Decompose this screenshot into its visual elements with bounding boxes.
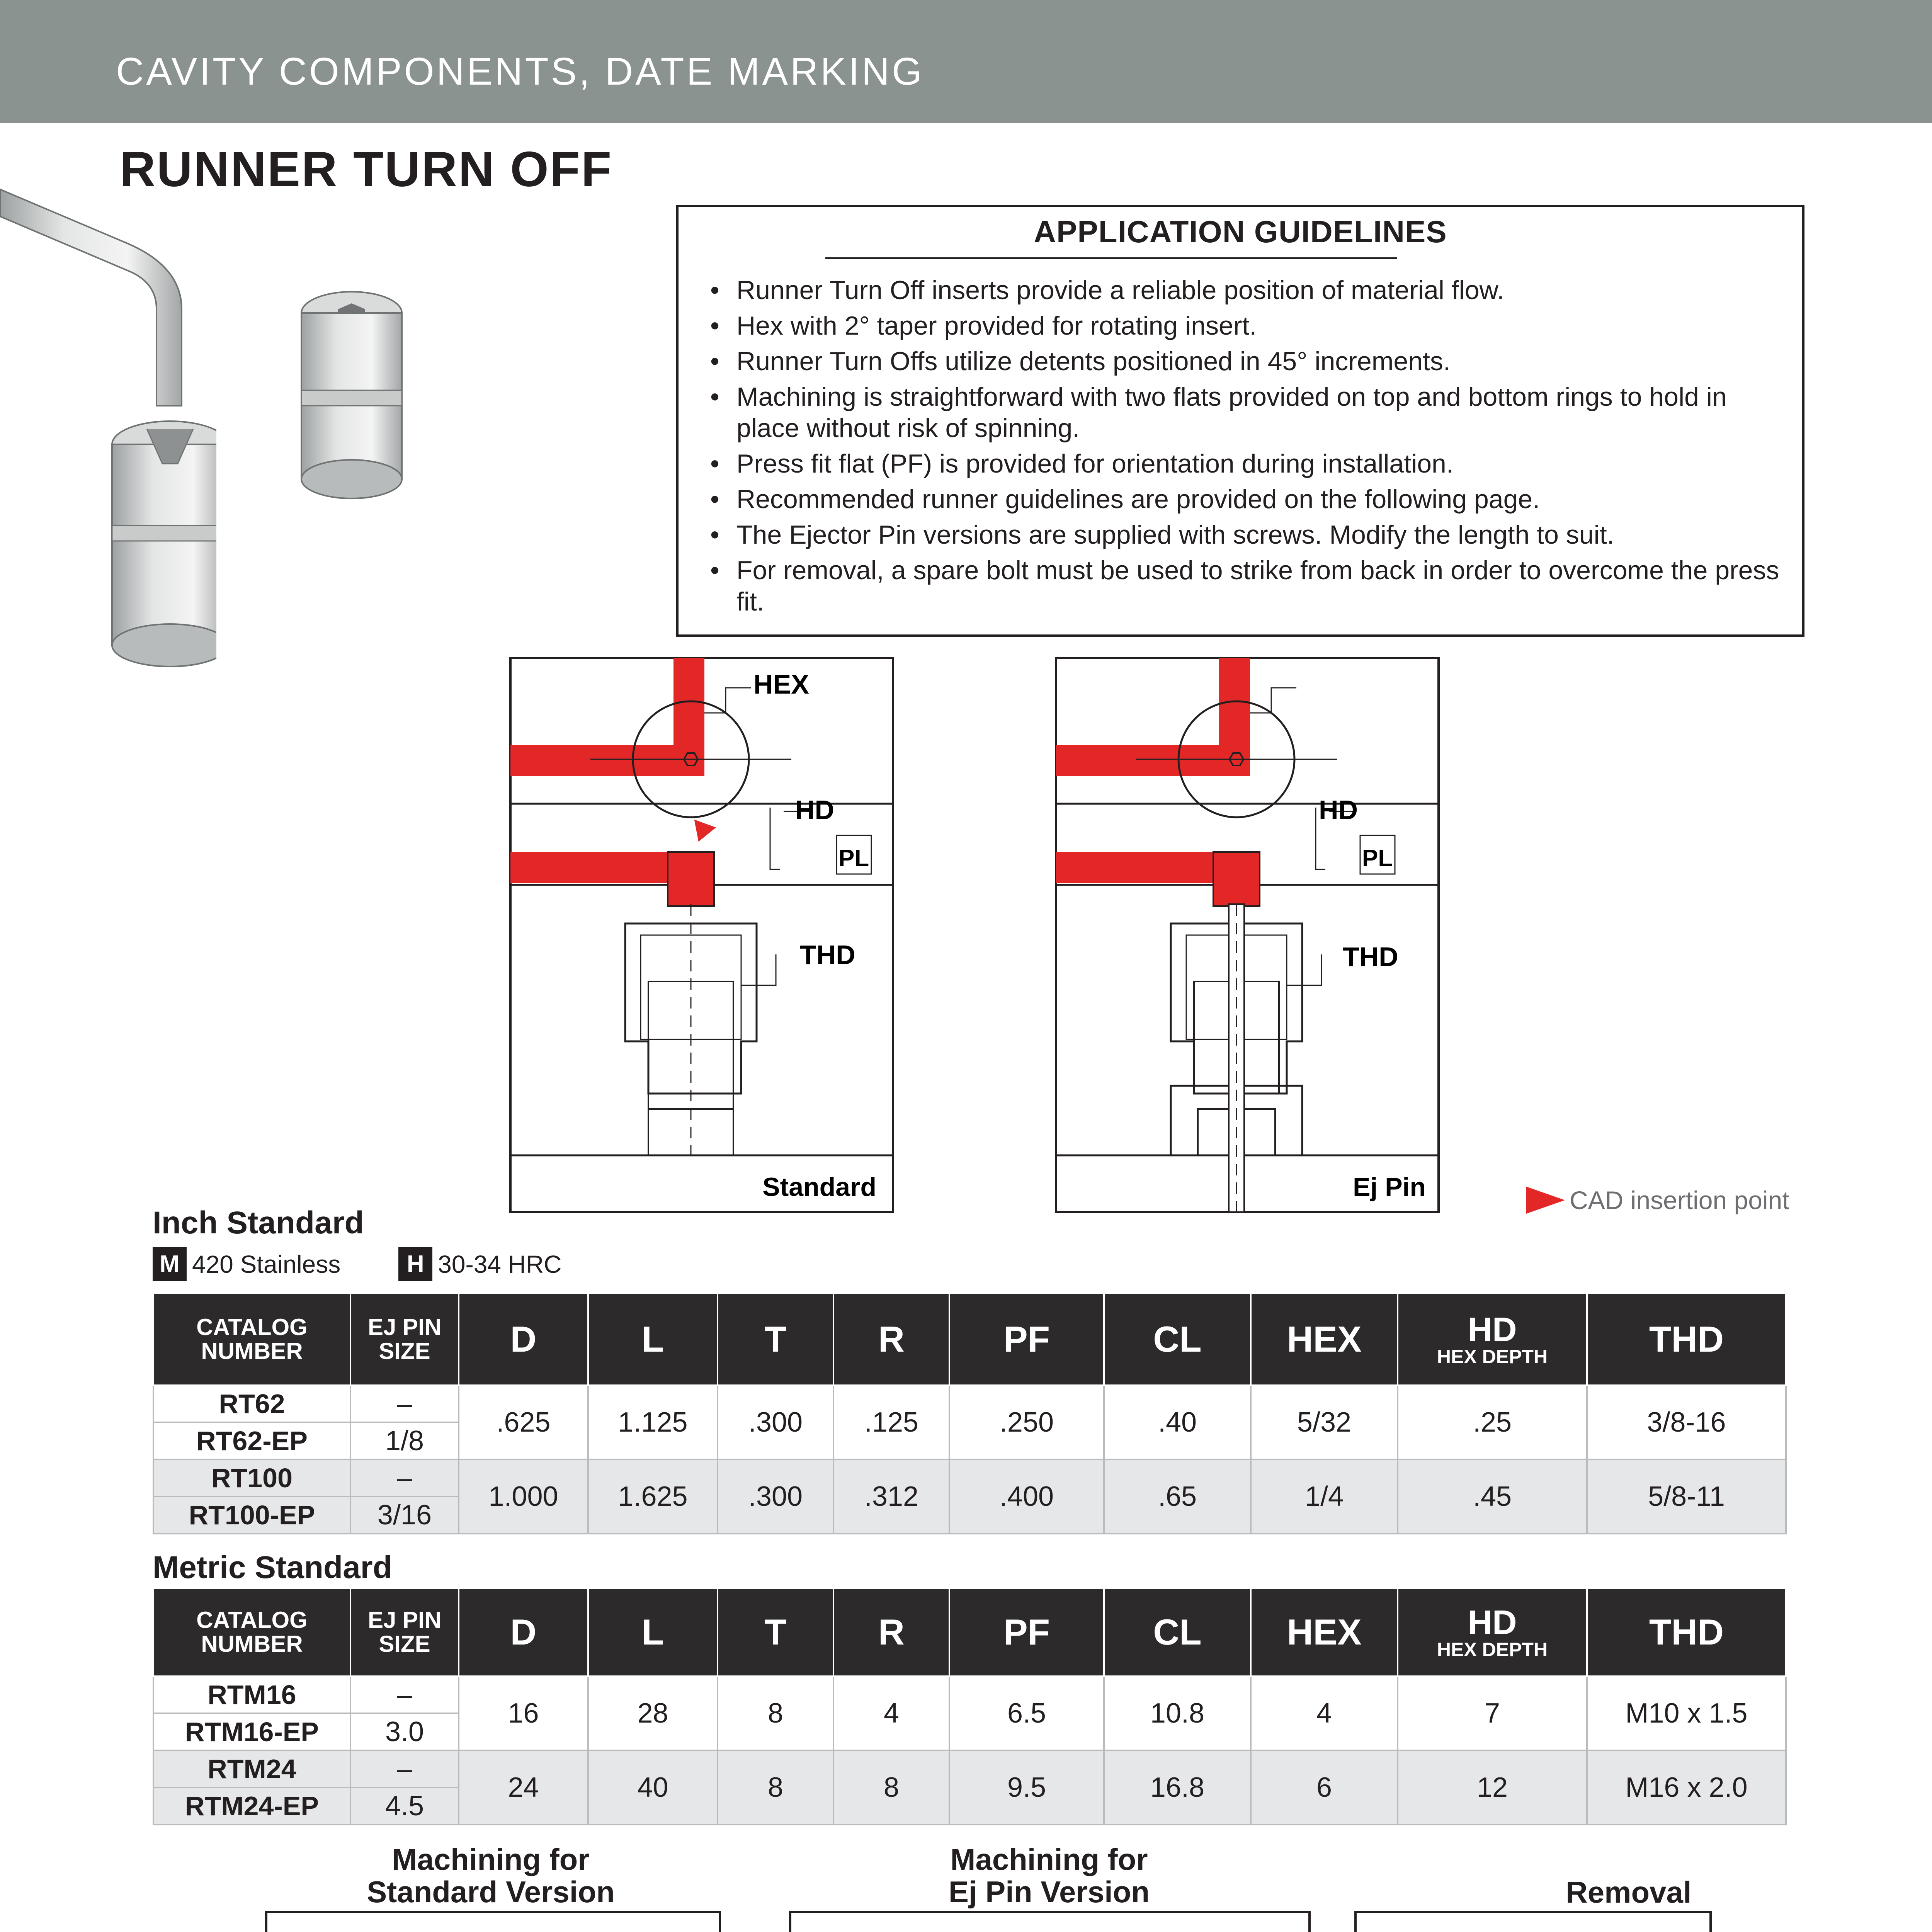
col-cl: CL (1104, 1588, 1251, 1676)
col-t: T (718, 1293, 833, 1385)
material-badge: M (153, 1247, 187, 1281)
machining-standard-diagram (265, 1911, 721, 1932)
table-header-row (153, 1293, 1786, 1385)
hex-key-icon (0, 189, 182, 406)
col-ej-pin: EJ PIN SIZE (350, 1588, 459, 1676)
col-thd: THD (1587, 1293, 1786, 1385)
col-r: R (833, 1588, 949, 1676)
removal-title: Removal (1566, 1875, 1692, 1909)
product-illustration (0, 178, 216, 680)
thd-label: THD (800, 940, 855, 970)
table-row: RTM24-EP 4.5 (153, 1787, 1786, 1825)
guidelines-list (706, 275, 1787, 622)
table-row: RT100 – 1.000 1.625 .300 .312 .400 .65 1/4 .45 5/8-11 (153, 1459, 1786, 1497)
pl-label: PL (838, 845, 869, 872)
machining-ejpin-title: Machining for Ej Pin Version (948, 1842, 1150, 1909)
metric-section-title: Metric Standard (153, 1550, 392, 1585)
table-row: RTM16 – 16 28 8 4 6.5 10.8 4 7 M10 x 1.5 (153, 1676, 1786, 1713)
hd-label: HD (1319, 795, 1358, 825)
cad-legend (1526, 1185, 1789, 1215)
machining-standard-title: Machining for Standard Version (367, 1842, 615, 1909)
standard-section-diagram (509, 657, 894, 1213)
guideline-item: • Machining is straightforward with two flats provided on top and bottom rings to hold in place without risk of spinning. (706, 381, 1787, 444)
insert-closed-icon (294, 286, 410, 510)
guideline-item: • Runner Turn Offs utilize detents positioned in 45° increments. (706, 346, 1787, 377)
guidelines-title: APPLICATION GUIDELINES (1034, 214, 1447, 249)
col-l: L (588, 1293, 718, 1385)
table-row: RT62-EP 1/8 (153, 1422, 1786, 1459)
table-row: RTM24 – 24 40 8 8 9.5 16.8 6 12 M16 x 2.0 (153, 1750, 1786, 1787)
guidelines-rule (825, 257, 1397, 259)
insert-open-icon (112, 421, 216, 667)
material-info (153, 1247, 561, 1281)
col-ej-pin: EJ PIN SIZE (350, 1293, 459, 1385)
col-d: D (459, 1293, 588, 1385)
hardness-label: 30-34 HRC (438, 1250, 562, 1278)
material-label: 420 Stainless (192, 1250, 341, 1278)
col-hex: HEX (1251, 1588, 1398, 1676)
table-header-row (153, 1588, 1786, 1676)
col-thd: THD (1587, 1588, 1786, 1676)
col-r: R (833, 1293, 949, 1385)
col-t: T (718, 1588, 833, 1676)
col-l: L (588, 1588, 718, 1676)
col-hd: HD HEX DEPTH (1398, 1293, 1587, 1385)
guideline-item: • Press fit flat (PF) is provided for orientation during installation. (706, 448, 1787, 480)
standard-label: Standard (762, 1172, 876, 1202)
machining-ejpin-diagram (789, 1911, 1311, 1932)
col-hd: HD HEX DEPTH (1398, 1588, 1587, 1676)
col-d: D (459, 1588, 588, 1676)
cad-legend-label: CAD insertion point (1570, 1186, 1789, 1214)
header-title: CAVITY COMPONENTS, DATE MARKING (116, 50, 924, 93)
pl-label: PL (1362, 845, 1393, 872)
col-catalog: CATALOG NUMBER (153, 1293, 350, 1385)
hd-label: HD (795, 795, 835, 825)
metric-spec-table (153, 1587, 1787, 1825)
guidelines-box (676, 205, 1804, 637)
table-row: RT100-EP 3/16 (153, 1497, 1786, 1534)
page-title: RUNNER TURN OFF (120, 142, 613, 197)
thd-label: THD (1343, 942, 1398, 972)
col-cl: CL (1104, 1293, 1251, 1385)
guideline-item: • Recommended runner guidelines are provided on the following page. (706, 484, 1787, 515)
hardness-badge: H (398, 1247, 432, 1281)
col-pf: PF (949, 1588, 1104, 1676)
ejpin-section-diagram (1055, 657, 1440, 1213)
col-pf: PF (949, 1293, 1104, 1385)
col-catalog: CATALOG NUMBER (153, 1588, 350, 1676)
guideline-item: • Hex with 2° taper provided for rotating insert. (706, 310, 1787, 342)
removal-diagram (1354, 1911, 1712, 1932)
inch-section-title: Inch Standard (153, 1205, 364, 1240)
table-row: RT62 – .625 1.125 .300 .125 .250 .40 5/32 .25 3/8-16 (153, 1385, 1786, 1422)
guideline-item: • The Ejector Pin versions are supplied with screws. Modify the length to suit. (706, 519, 1787, 551)
ejpin-label: Ej Pin (1353, 1172, 1426, 1202)
hex-label: HEX (753, 669, 809, 699)
table-row: RTM16-EP 3.0 (153, 1713, 1786, 1750)
guideline-item: • Runner Turn Off inserts provide a reliable position of material flow. (706, 275, 1787, 306)
col-hex: HEX (1251, 1293, 1398, 1385)
cad-marker-icon (1526, 1187, 1565, 1214)
guideline-item: • For removal, a spare bolt must be used to strike from back in order to overcome the press fit. (706, 555, 1787, 617)
inch-spec-table (153, 1293, 1787, 1534)
